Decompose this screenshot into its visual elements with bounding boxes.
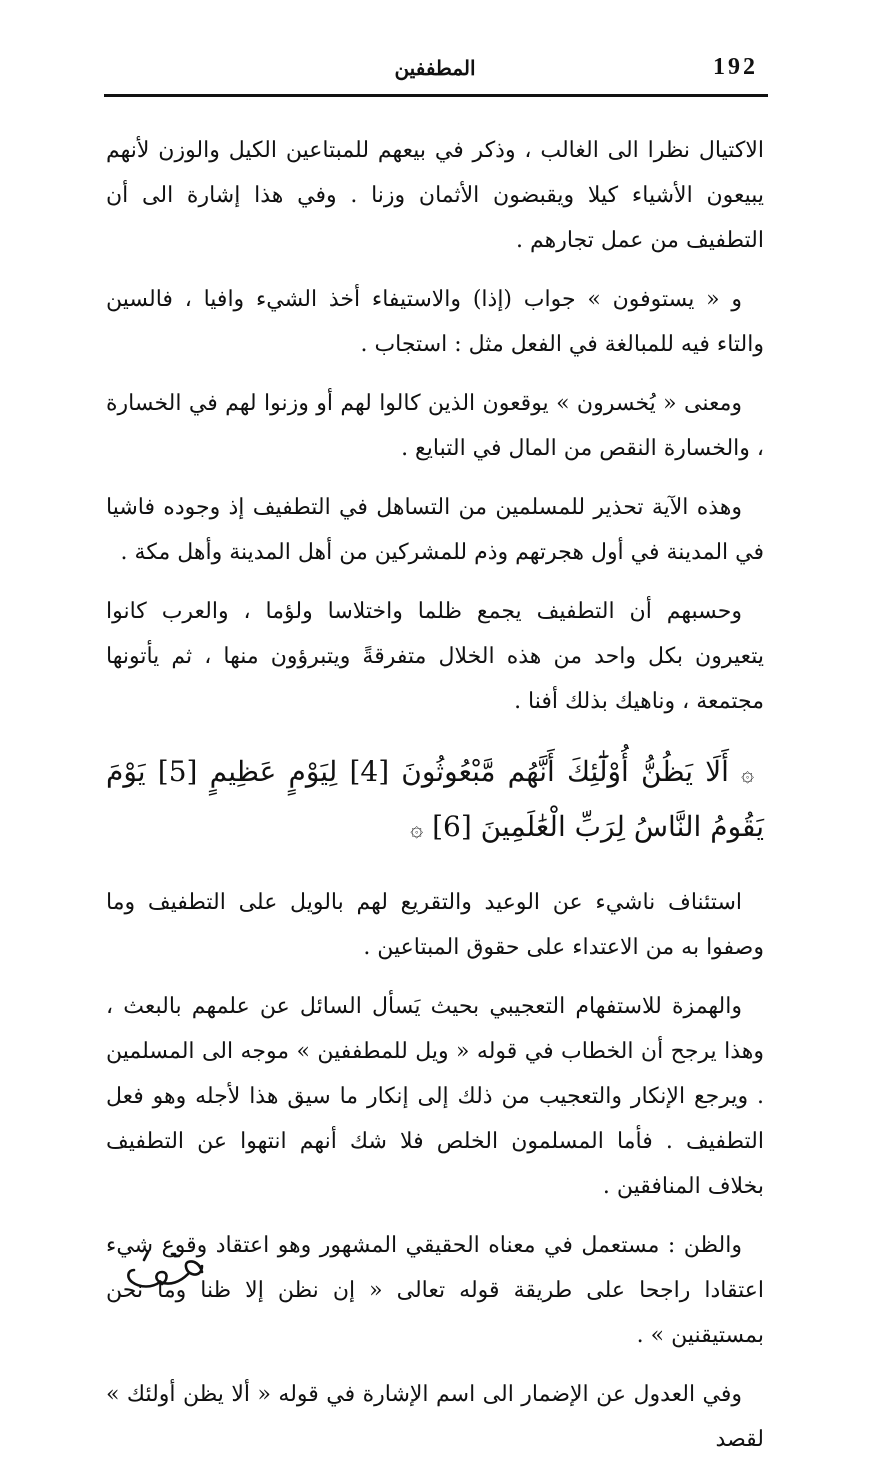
paragraph: وهذه الآية تحذير للمسلمين من التساهل في التطفيف إذ وجوده فاشيا في المدينة في أول هجرتهم وذم للمشركين من أهل المدينة وأهل مكة . — [106, 495, 764, 565]
running-title: المطففين — [394, 56, 476, 80]
paragraph: و « يستوفون » جواب (إذا) والاستيفاء أخذ الشيء وافيا ، فالسين والتاء فيه للمبالغة في الفعل مثل : استجاب . — [106, 287, 764, 357]
verse-close-ornament: ۞ — [410, 817, 424, 842]
verse-text: أَلَا يَظُنُّ أُوْلَٰٓئِكَ أَنَّهُم مَّبْعُوثُونَ [4] لِيَوْمٍ عَظِيمٍ [5] يَوْمَ يَقُومُ النَّاسُ لِرَبِّ الْعَٰلَمِينَ [6] — [106, 755, 764, 843]
page-header — [104, 46, 766, 94]
paragraph: والظن : مستعمل في معناه الحقيقي المشهور وهو اعتقاد وقوع شيء اعتقادا راجحا على طريقة قوله تعالى « إن نظن إلا ظنا وما نحن بمستيقنين » . — [106, 1233, 764, 1348]
handwritten-note — [114, 1242, 214, 1296]
paragraph: الاكتيال نظرا الى الغالب ، وذكر في بيعهم للمبتاعين الكيل والوزن لأنهم يبيعون الأشياء كيلا ويقبضون الأثمان وزنا . وفي هذا إشارة الى أن التطفيف من عمل تجارهم . — [106, 138, 764, 253]
paragraph: استئناف ناشيء عن الوعيد والتقريع لهم بالويل على التطفيف وما وصفوا به من الاعتداء على حقوق المبتاعين . — [106, 890, 764, 960]
paragraph: وفي العدول عن الإضمار الى اسم الإشارة في قوله « ألا يظن أولئك » لقصد — [106, 1382, 764, 1452]
quran-verse — [106, 746, 764, 856]
paragraph: والهمزة للاستفهام التعجيبي بحيث يَسأل السائل عن علمهم بالبعث ، وهذا يرجح أن الخطاب في قوله « ويل للمطففين » موجه الى المسلمين . ويرجع الإنكار والتعجيب من ذلك إلى إنكار ما سيق هذا لأجله وهو فعل التطفيف . فأما المسلمون الخلص فلا شك أنهم انتهوا عن التطفيف بخلاف المنافقين . — [106, 994, 764, 1199]
page-number: 192 — [713, 54, 758, 80]
verse-open-ornament: ۞ — [741, 762, 755, 787]
header-divider — [104, 94, 768, 97]
paragraph: ومعنى « يُخسرون » يوقعون الذين كالوا لهم أو وزنوا لهم في الخسارة ، والخسارة النقص من المال في التبايع . — [106, 391, 764, 461]
paragraph: وحسبهم أن التطفيف يجمع ظلما واختلاسا ولؤما ، والعرب كانوا يتعيرون بكل واحد من هذه الخلال متفرقةً ويتبرؤون منها ، ثم يأتونها مجتمعة ، وناهيك بذلك أفنا . — [106, 599, 764, 714]
